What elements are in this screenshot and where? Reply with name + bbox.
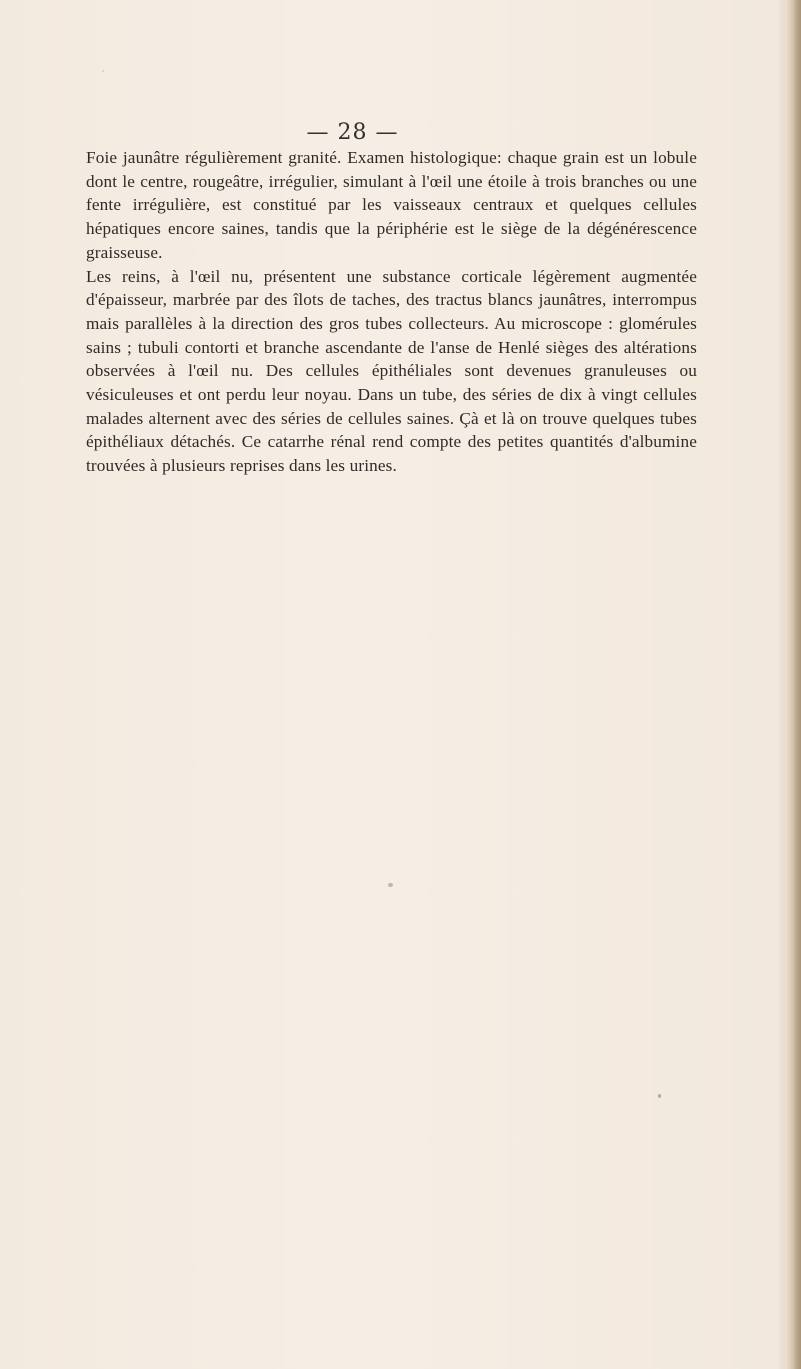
page-number: — 28 —: [306, 120, 399, 145]
paper-speck: [388, 883, 393, 887]
paper-speck: [102, 70, 104, 72]
page-edge: [785, 0, 801, 1369]
body-text: [86, 146, 697, 478]
paragraph-kidneys: Les reins, à l'œil nu, présentent une substance corticale légèrement augmentée d'épaisseur, marbrée par des îlots de taches, des tractus blancs jaunâtres, interrompus mais parallèles à la direction des gros tubes collecteurs. Au microscope : glomérules sains ; tubuli contorti et branche ascendante de l'anse de Henlé sièges des altérations observées à l'œil nu. Des cellules épithéliales sont devenues granuleuses ou vésiculeuses et ont perdu leur noyau. Dans un tube, des séries de dix à vingt cellules malades alternent avec des séries de cellules saines. Çà et là on trouve quelques tubes épithéliaux détachés. Ce catarrhe rénal rend compte des petites quantités d'albumine trouvées à plusieurs reprises dans les urines.: [86, 266, 697, 476]
paragraph-liver: Foie jaunâtre régulièrement granité. Examen histologique: chaque grain est un lobule dont le centre, rougeâtre, irrégulier, simulant à l'œil une étoile à trois branches ou une fente irrégulière, est constitué par les vaisseaux centraux et quelques cellules hépatiques encore saines, tandis que la périphérie est le siège de la dégénérescence graisseuse.: [86, 148, 697, 262]
page-fold-shadow: [777, 0, 785, 1369]
paper-speck: [658, 1094, 661, 1098]
